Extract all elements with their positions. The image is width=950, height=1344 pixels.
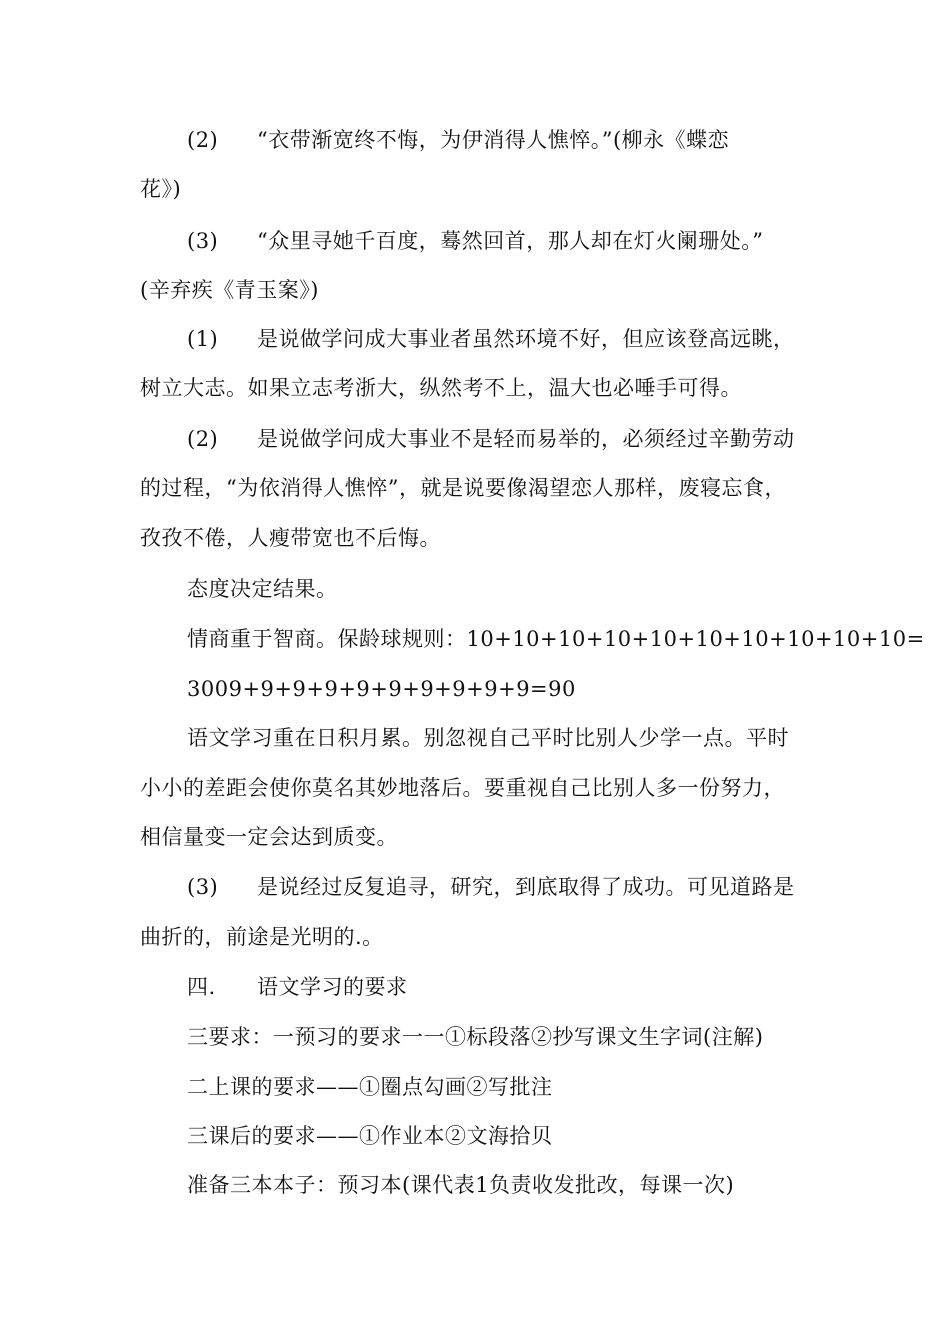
bowling-line-1: 情商重于智商。保龄球规则：10+10+10+10+10+10+10+10+10+10= [187, 627, 925, 651]
explain-2-line-2: 的过程，“为依消得人憔悴”，就是说要像渴望恋人那样，废寝忘食， [140, 476, 786, 500]
section-number: 四. [187, 975, 216, 999]
explain-2-line-3: 孜孜不倦，人瘦带宽也不后悔。 [140, 526, 441, 550]
explain-1-line-1 [187, 325, 795, 353]
requirement-3: 三课后的要求——①作业本②文海拾贝 [187, 1124, 553, 1148]
item-number: (2) [187, 427, 219, 451]
chinese-line-1: 语文学习重在日积月累。别忽视自己平时比别人少学一点。平时 [187, 726, 789, 750]
section-4-heading [187, 973, 408, 1001]
quote-2-line-2: 花》) [140, 177, 182, 201]
chinese-line-3: 相信量变一定会达到质变。 [140, 825, 398, 849]
quote-3-line-2: (辛弃疾《青玉案》) [140, 278, 319, 302]
attitude-line: 态度决定结果。 [187, 577, 338, 601]
bowling-line-2: 3009+9+9+9+9+9+9+9+9+9=90 [187, 677, 576, 701]
item-number: (1) [187, 327, 219, 351]
item-number: (3) [187, 875, 219, 899]
explain-text: 是说做学问成大事业者虽然环境不好，但应该登高远眺， [257, 327, 795, 351]
quote-text: “众里寻她千百度，蓦然回首，那人却在灯火阑珊处。” [257, 229, 764, 253]
section-title: 语文学习的要求 [257, 975, 408, 999]
requirement-1: 三要求：一预习的要求一一①标段落②抄写课文生字词(注解) [187, 1025, 764, 1049]
explain-1-line-2: 树立大志。如果立志考浙大，纵然考不上，温大也必唾手可得。 [140, 376, 742, 400]
quote-2-line-1 [187, 126, 729, 154]
explain-text: 是说经过反复追寻，研究，到底取得了成功。可见道路是 [257, 875, 795, 899]
quote-3-line-1 [187, 227, 763, 255]
explain-3-line-2: 曲折的，前途是光明的.。 [140, 925, 384, 949]
requirement-4: 准备三本本子：预习本(课代表1负责收发批改，每课一次) [187, 1173, 735, 1197]
chinese-line-2: 小小的差距会使你莫名其妙地落后。要重视自己比别人多一份努力， [140, 776, 785, 800]
quote-text: “衣带渐宽终不悔，为伊消得人憔悴。”(柳永《蝶恋 [257, 128, 730, 152]
requirement-2: 二上课的要求——①圈点勾画②写批注 [187, 1075, 553, 1099]
item-number: (2) [187, 128, 219, 152]
explain-2-line-1 [187, 425, 795, 453]
explain-text: 是说做学问成大事业不是轻而易举的，必须经过辛勤劳动 [257, 427, 795, 451]
explain-3-line-1 [187, 873, 795, 901]
item-number: (3) [187, 229, 219, 253]
